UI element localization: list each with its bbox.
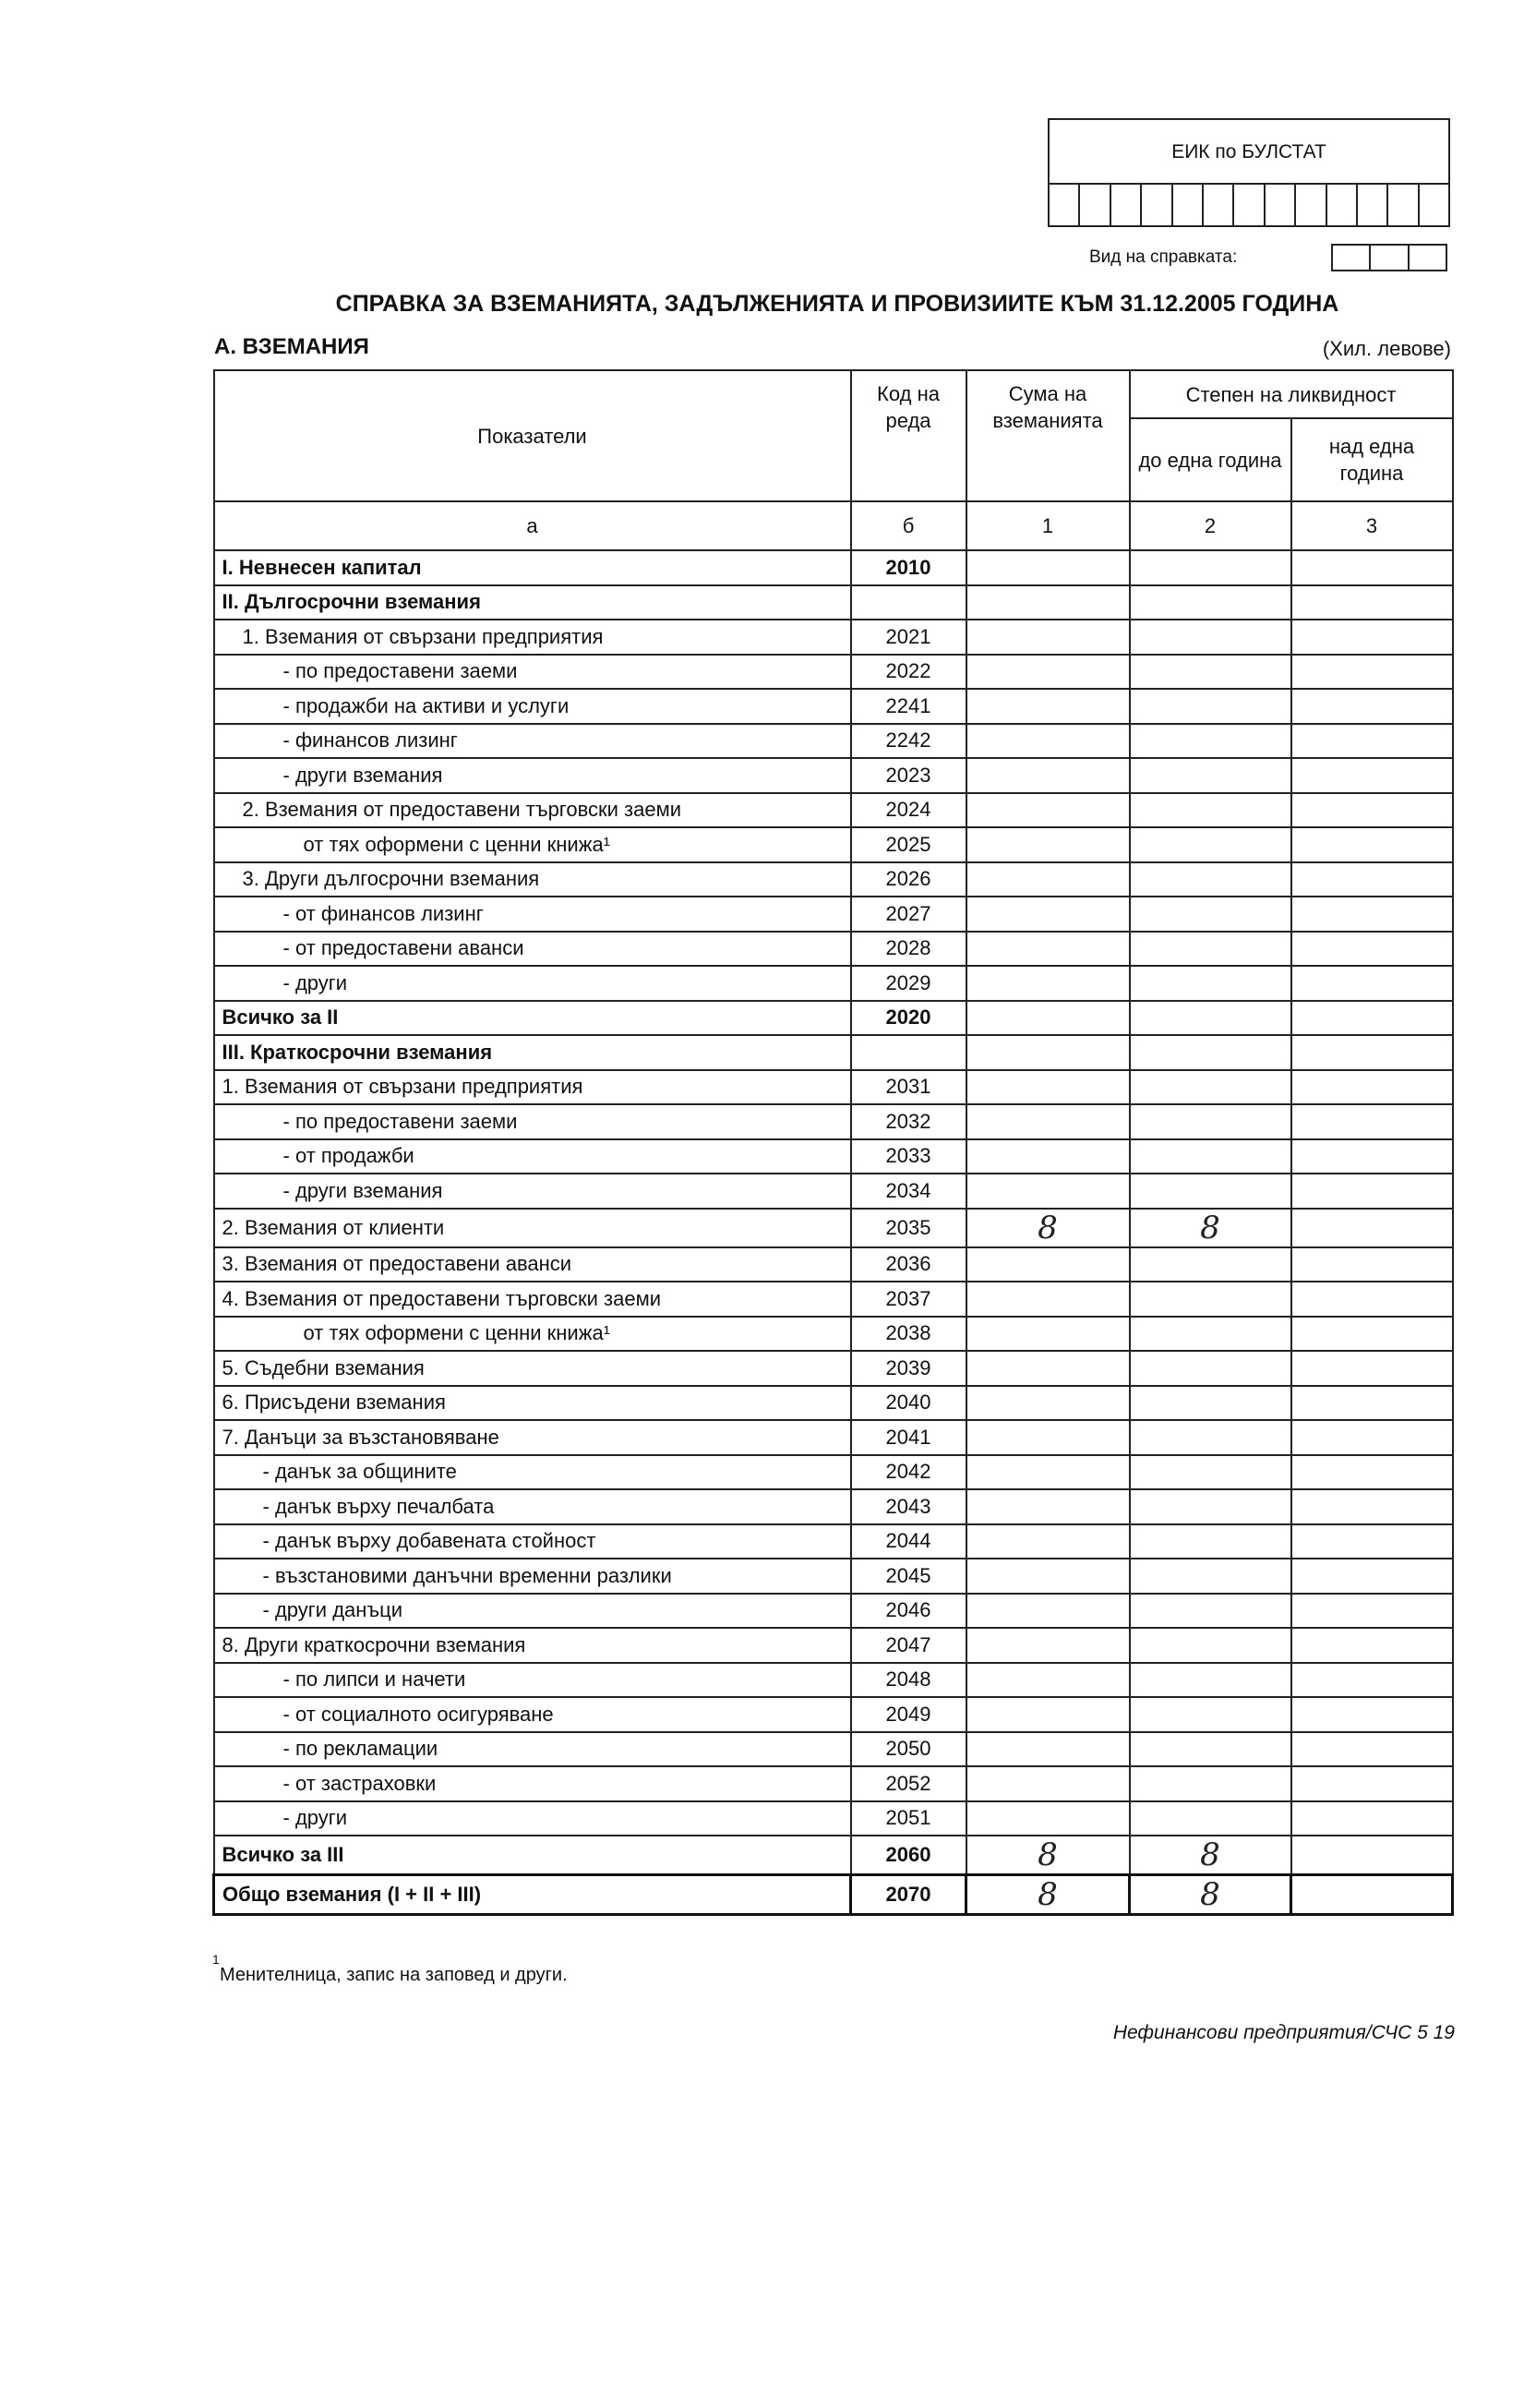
row-label: - от социалното осигуряване <box>214 1697 851 1732</box>
receivables-table <box>212 369 1454 1916</box>
row-over-year-value[interactable] <box>1291 1139 1453 1174</box>
row-up-to-year-value[interactable]: 8 <box>1130 1875 1291 1915</box>
row-label: - от предоставени аванси <box>214 932 851 967</box>
row-up-to-year-value[interactable] <box>1130 758 1291 793</box>
table-row <box>214 585 1453 620</box>
table-row <box>214 1174 1453 1209</box>
row-sum-value[interactable] <box>966 1489 1130 1524</box>
table-row <box>214 655 1453 690</box>
row-label: - от застраховки <box>214 1766 851 1801</box>
row-code: 2026 <box>851 862 966 897</box>
row-sum-value[interactable] <box>966 1628 1130 1663</box>
page-footer: Нефинансови предприятия/СЧС 5 19 <box>1112 2022 1455 2043</box>
row-sum-value[interactable] <box>966 1663 1130 1698</box>
header-up-to-year: до една година <box>1130 418 1291 501</box>
row-code: 2023 <box>851 758 966 793</box>
row-label: - други вземания <box>214 1174 851 1209</box>
table-row <box>214 1455 1453 1490</box>
row-code: 2025 <box>851 827 966 862</box>
table-row <box>214 1524 1453 1559</box>
row-over-year-value[interactable] <box>1291 655 1453 690</box>
table-row <box>214 1386 1453 1421</box>
row-over-year-value[interactable] <box>1291 1209 1453 1247</box>
row-code: 2040 <box>851 1386 966 1421</box>
row-over-year-value[interactable] <box>1291 862 1453 897</box>
table-row <box>214 1489 1453 1524</box>
row-sum-value[interactable] <box>966 655 1130 690</box>
row-up-to-year-value[interactable] <box>1130 1594 1291 1629</box>
row-sum-value[interactable] <box>966 1386 1130 1421</box>
row-up-to-year-value[interactable] <box>1130 550 1291 585</box>
footnote-mark: 1 <box>212 1952 220 1967</box>
row-up-to-year-value[interactable]: 8 <box>1130 1209 1291 1247</box>
row-up-to-year-value[interactable] <box>1130 1104 1291 1139</box>
row-code: 2047 <box>851 1628 966 1663</box>
row-label: III. Краткосрочни вземания <box>214 1035 851 1070</box>
row-code: 2038 <box>851 1317 966 1352</box>
row-label: - от продажби <box>214 1139 851 1174</box>
table-row <box>214 932 1453 967</box>
header-sum: Сума на вземанията <box>966 370 1130 501</box>
row-label: - други вземания <box>214 758 851 793</box>
row-over-year-value[interactable] <box>1291 1174 1453 1209</box>
index-3: 3 <box>1291 501 1453 550</box>
row-label: - по рекламации <box>214 1732 851 1767</box>
index-a: а <box>214 501 851 550</box>
row-sum-value[interactable] <box>966 1732 1130 1767</box>
row-sum-value[interactable] <box>966 1070 1130 1105</box>
row-over-year-value[interactable] <box>1291 1801 1453 1836</box>
row-sum-value[interactable] <box>966 1247 1130 1282</box>
row-code: 2039 <box>851 1351 966 1386</box>
row-over-year-value[interactable] <box>1291 1766 1453 1801</box>
table-row <box>214 897 1453 932</box>
row-over-year-value[interactable] <box>1291 1697 1453 1732</box>
row-over-year-value[interactable] <box>1291 1455 1453 1490</box>
row-sum-value[interactable] <box>966 1766 1130 1801</box>
row-sum-value[interactable] <box>966 585 1130 620</box>
header-over-year: над една година <box>1291 418 1453 501</box>
row-label: - продажби на активи и услуги <box>214 689 851 724</box>
row-sum-value[interactable] <box>966 550 1130 585</box>
row-over-year-value[interactable] <box>1291 1247 1453 1282</box>
row-sum-value[interactable] <box>966 1559 1130 1594</box>
row-label: 6. Присъдени вземания <box>214 1386 851 1421</box>
header-indicators: Показатели <box>214 370 851 501</box>
row-over-year-value[interactable] <box>1291 1282 1453 1317</box>
row-over-year-value[interactable] <box>1291 1594 1453 1629</box>
row-code: 2043 <box>851 1489 966 1524</box>
table-row <box>214 1628 1453 1663</box>
row-over-year-value[interactable] <box>1291 932 1453 967</box>
row-sum-value[interactable] <box>966 1801 1130 1836</box>
row-over-year-value[interactable] <box>1291 1386 1453 1421</box>
row-label: Всичко за III <box>214 1836 851 1875</box>
row-sum-value[interactable] <box>966 1351 1130 1386</box>
row-sum-value[interactable] <box>966 793 1130 828</box>
row-sum-value[interactable] <box>966 827 1130 862</box>
row-label: - данък за общините <box>214 1455 851 1490</box>
row-up-to-year-value[interactable] <box>1130 1663 1291 1698</box>
row-label: 2. Вземания от клиенти <box>214 1209 851 1247</box>
table-row <box>214 1732 1453 1767</box>
eik-label: ЕИК по БУЛСТАТ <box>1171 141 1326 163</box>
row-over-year-value[interactable] <box>1291 1070 1453 1105</box>
row-code: 2037 <box>851 1282 966 1317</box>
row-over-year-value[interactable] <box>1291 1351 1453 1386</box>
row-up-to-year-value[interactable] <box>1130 1139 1291 1174</box>
row-over-year-value[interactable] <box>1291 793 1453 828</box>
row-code: 2044 <box>851 1524 966 1559</box>
table-row <box>214 1317 1453 1352</box>
table-row <box>214 1035 1453 1070</box>
row-over-year-value[interactable] <box>1291 758 1453 793</box>
row-label: - по предоставени заеми <box>214 1104 851 1139</box>
row-over-year-value[interactable] <box>1291 1732 1453 1767</box>
table-row <box>214 620 1453 655</box>
row-code: 2021 <box>851 620 966 655</box>
row-up-to-year-value[interactable] <box>1130 1732 1291 1767</box>
row-up-to-year-value[interactable]: 8 <box>1130 1836 1291 1875</box>
row-up-to-year-value[interactable] <box>1130 1174 1291 1209</box>
table-row <box>214 1420 1453 1455</box>
row-code <box>851 585 966 620</box>
table-row <box>214 966 1453 1001</box>
row-label: 3. Вземания от предоставени аванси <box>214 1247 851 1282</box>
row-sum-value[interactable] <box>966 1104 1130 1139</box>
row-over-year-value[interactable] <box>1291 1875 1453 1915</box>
row-sum-value[interactable] <box>966 966 1130 1001</box>
row-label: 4. Вземания от предоставени търговски заеми <box>214 1282 851 1317</box>
row-label: Общо вземания (I + II + III) <box>214 1875 851 1915</box>
row-code <box>851 1035 966 1070</box>
row-code: 2060 <box>851 1836 966 1875</box>
table-row <box>214 1070 1453 1105</box>
reference-type-field[interactable] <box>1331 244 1447 271</box>
row-code: 2241 <box>851 689 966 724</box>
footnote-text: Менителница, запис на заповед и други. <box>220 1965 568 1985</box>
table-row <box>214 1001 1453 1036</box>
row-up-to-year-value[interactable] <box>1130 1455 1291 1490</box>
table-row <box>214 1697 1453 1732</box>
row-up-to-year-value[interactable] <box>1130 1351 1291 1386</box>
row-label: от тях оформени с ценни книжа¹ <box>214 1317 851 1352</box>
row-over-year-value[interactable] <box>1291 1628 1453 1663</box>
row-over-year-value[interactable] <box>1291 1489 1453 1524</box>
table-header-row <box>214 370 1453 418</box>
row-up-to-year-value[interactable] <box>1130 1420 1291 1455</box>
row-sum-value[interactable] <box>966 1035 1130 1070</box>
row-up-to-year-value[interactable] <box>1130 1035 1291 1070</box>
row-label: II. Дългосрочни вземания <box>214 585 851 620</box>
row-over-year-value[interactable] <box>1291 550 1453 585</box>
table-row <box>214 758 1453 793</box>
table-row <box>214 1836 1453 1875</box>
table-row <box>214 689 1453 724</box>
row-over-year-value[interactable] <box>1291 897 1453 932</box>
row-label: - по липси и начети <box>214 1663 851 1698</box>
row-sum-value[interactable] <box>966 897 1130 932</box>
table-row <box>214 1766 1453 1801</box>
index-b: б <box>851 501 966 550</box>
header-code: Код на реда <box>851 370 966 501</box>
section-title: А. ВЗЕМАНИЯ <box>214 334 369 359</box>
row-sum-value[interactable] <box>966 1317 1130 1352</box>
row-up-to-year-value[interactable] <box>1130 862 1291 897</box>
row-up-to-year-value[interactable] <box>1130 793 1291 828</box>
row-code: 2042 <box>851 1455 966 1490</box>
row-label: Всичко за II <box>214 1001 851 1036</box>
row-label: 5. Съдебни вземания <box>214 1351 851 1386</box>
row-label: - други <box>214 966 851 1001</box>
row-up-to-year-value[interactable] <box>1130 1282 1291 1317</box>
table-row <box>214 1282 1453 1317</box>
row-sum-value[interactable] <box>966 1594 1130 1629</box>
row-sum-value[interactable] <box>966 862 1130 897</box>
row-up-to-year-value[interactable] <box>1130 689 1291 724</box>
row-sum-value[interactable] <box>966 1282 1130 1317</box>
units-label: (Хил. левове) <box>1322 337 1451 360</box>
row-code: 2027 <box>851 897 966 932</box>
row-label: 7. Данъци за възстановяване <box>214 1420 851 1455</box>
row-sum-value[interactable] <box>966 1524 1130 1559</box>
row-sum-value[interactable] <box>966 620 1130 655</box>
table-row <box>214 1247 1453 1282</box>
row-up-to-year-value[interactable] <box>1130 1697 1291 1732</box>
table-row <box>214 1875 1453 1915</box>
row-code: 2049 <box>851 1697 966 1732</box>
row-sum-value[interactable] <box>966 724 1130 759</box>
table-row <box>214 793 1453 828</box>
row-code: 2046 <box>851 1594 966 1629</box>
row-over-year-value[interactable] <box>1291 1317 1453 1352</box>
table-row <box>214 1104 1453 1139</box>
row-code: 2036 <box>851 1247 966 1282</box>
document-title: СПРАВКА ЗА ВЗЕМАНИЯТА, ЗАДЪЛЖЕНИЯТА И ПРОВИЗИИТЕ КЪМ 31.12.2005 ГОДИНА <box>335 291 1339 317</box>
row-code: 2031 <box>851 1070 966 1105</box>
row-label: - по предоставени заеми <box>214 655 851 690</box>
row-code: 2051 <box>851 1801 966 1836</box>
row-code: 2032 <box>851 1104 966 1139</box>
row-up-to-year-value[interactable] <box>1130 1628 1291 1663</box>
row-over-year-value[interactable] <box>1291 1559 1453 1594</box>
row-code: 2052 <box>851 1766 966 1801</box>
reference-type-label: Вид на справката: <box>1089 247 1238 267</box>
table-row <box>214 1139 1453 1174</box>
row-over-year-value[interactable] <box>1291 827 1453 862</box>
row-code: 2020 <box>851 1001 966 1036</box>
row-over-year-value[interactable] <box>1291 620 1453 655</box>
row-sum-value[interactable]: 8 <box>966 1836 1130 1875</box>
row-up-to-year-value[interactable] <box>1130 655 1291 690</box>
row-up-to-year-value[interactable] <box>1130 1559 1291 1594</box>
row-code: 2029 <box>851 966 966 1001</box>
row-up-to-year-value[interactable] <box>1130 585 1291 620</box>
row-label: - възстановими данъчни временни разлики <box>214 1559 851 1594</box>
row-label: - данък върху печалбата <box>214 1489 851 1524</box>
row-over-year-value[interactable] <box>1291 1104 1453 1139</box>
table-row <box>214 862 1453 897</box>
row-label: - финансов лизинг <box>214 724 851 759</box>
row-code: 2028 <box>851 932 966 967</box>
row-sum-value[interactable]: 8 <box>966 1875 1130 1915</box>
eik-input-cells[interactable] <box>1050 183 1448 225</box>
row-over-year-value[interactable] <box>1291 1035 1453 1070</box>
row-sum-value[interactable] <box>966 1455 1130 1490</box>
row-over-year-value[interactable] <box>1291 1524 1453 1559</box>
row-up-to-year-value[interactable] <box>1130 1801 1291 1836</box>
row-sum-value[interactable] <box>966 1174 1130 1209</box>
row-up-to-year-value[interactable] <box>1130 1524 1291 1559</box>
row-up-to-year-value[interactable] <box>1130 897 1291 932</box>
index-2: 2 <box>1130 501 1291 550</box>
row-sum-value[interactable] <box>966 1001 1130 1036</box>
row-sum-value[interactable]: 8 <box>966 1209 1130 1247</box>
row-code: 2010 <box>851 550 966 585</box>
row-code: 2070 <box>851 1875 966 1915</box>
table-row <box>214 1351 1453 1386</box>
row-sum-value[interactable] <box>966 758 1130 793</box>
row-up-to-year-value[interactable] <box>1130 1070 1291 1105</box>
table-row <box>214 1559 1453 1594</box>
row-code: 2050 <box>851 1732 966 1767</box>
row-code: 2041 <box>851 1420 966 1455</box>
row-label: - други <box>214 1801 851 1836</box>
row-over-year-value[interactable] <box>1291 1420 1453 1455</box>
row-code: 2242 <box>851 724 966 759</box>
row-up-to-year-value[interactable] <box>1130 1247 1291 1282</box>
row-sum-value[interactable] <box>966 1420 1130 1455</box>
row-up-to-year-value[interactable] <box>1130 827 1291 862</box>
table-row <box>214 1801 1453 1836</box>
row-code: 2022 <box>851 655 966 690</box>
row-over-year-value[interactable] <box>1291 1836 1453 1875</box>
table-row <box>214 724 1453 759</box>
table-row <box>214 1663 1453 1698</box>
row-label: 3. Други дългосрочни вземания <box>214 862 851 897</box>
row-over-year-value[interactable] <box>1291 1663 1453 1698</box>
row-label: 8. Други краткосрочни вземания <box>214 1628 851 1663</box>
column-index-row <box>214 501 1453 550</box>
row-label: - от финансов лизинг <box>214 897 851 932</box>
row-label: от тях оформени с ценни книжа¹ <box>214 827 851 862</box>
row-code: 2033 <box>851 1139 966 1174</box>
row-code: 2045 <box>851 1559 966 1594</box>
row-code: 2048 <box>851 1663 966 1698</box>
row-label: - други данъци <box>214 1594 851 1629</box>
row-over-year-value[interactable] <box>1291 724 1453 759</box>
row-over-year-value[interactable] <box>1291 966 1453 1001</box>
row-label: 1. Вземания от свързани предприятия <box>214 1070 851 1105</box>
table-row <box>214 1209 1453 1247</box>
row-code: 2035 <box>851 1209 966 1247</box>
row-over-year-value[interactable] <box>1291 1001 1453 1036</box>
table-row <box>214 827 1453 862</box>
row-label: I. Невнесен капитал <box>214 550 851 585</box>
table-row <box>214 1594 1453 1629</box>
row-code: 2024 <box>851 793 966 828</box>
row-over-year-value[interactable] <box>1291 689 1453 724</box>
row-code: 2034 <box>851 1174 966 1209</box>
eik-box <box>1048 118 1450 227</box>
row-up-to-year-value[interactable] <box>1130 1001 1291 1036</box>
footnote <box>212 1952 568 1986</box>
row-sum-value[interactable] <box>966 932 1130 967</box>
row-label: - данък върху добавената стойност <box>214 1524 851 1559</box>
row-sum-value[interactable] <box>966 1697 1130 1732</box>
row-up-to-year-value[interactable] <box>1130 1489 1291 1524</box>
table-row <box>214 550 1453 585</box>
row-sum-value[interactable] <box>966 689 1130 724</box>
row-up-to-year-value[interactable] <box>1130 620 1291 655</box>
row-up-to-year-value[interactable] <box>1130 1766 1291 1801</box>
row-label: 2. Вземания от предоставени търговски заеми <box>214 793 851 828</box>
row-up-to-year-value[interactable] <box>1130 1386 1291 1421</box>
index-1: 1 <box>966 501 1130 550</box>
header-liquidity: Степен на ликвидност <box>1130 370 1453 418</box>
row-up-to-year-value[interactable] <box>1130 932 1291 967</box>
row-sum-value[interactable] <box>966 1139 1130 1174</box>
row-up-to-year-value[interactable] <box>1130 1317 1291 1352</box>
row-label: 1. Вземания от свързани предприятия <box>214 620 851 655</box>
row-over-year-value[interactable] <box>1291 585 1453 620</box>
row-up-to-year-value[interactable] <box>1130 966 1291 1001</box>
row-up-to-year-value[interactable] <box>1130 724 1291 759</box>
